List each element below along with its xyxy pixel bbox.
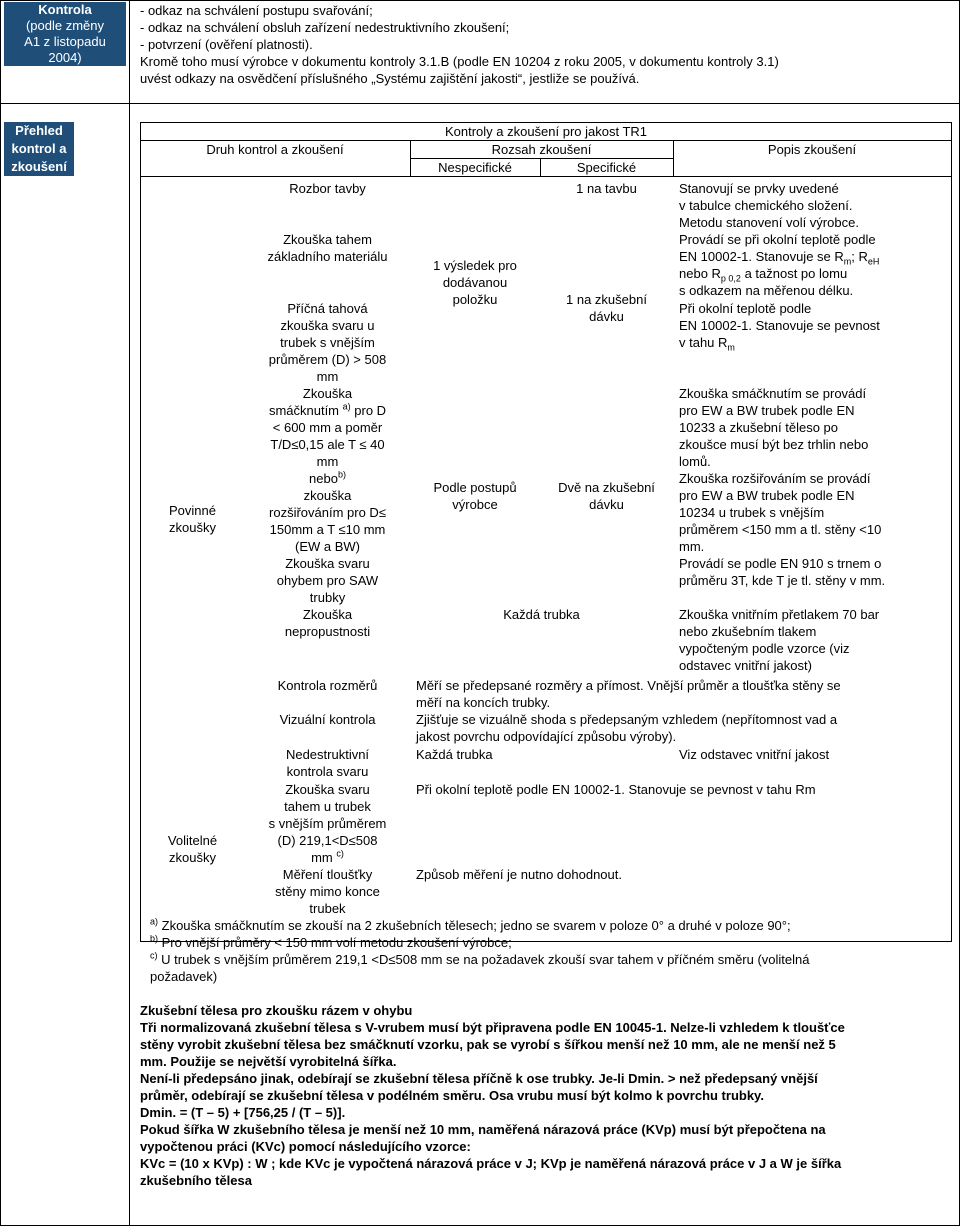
tloustka-popis: Způsob měření je nutno dohodnout.	[416, 867, 622, 882]
top-line-2: - odkaz na schválení obsluh zařízení nedestruktivního zkoušení;	[140, 20, 510, 35]
rozbor-popis-1: Stanovují se prvky uvedené	[679, 181, 839, 196]
footnote-b: $^{b)}$ Pro vnější průměry < 150 mm volí metodu zkoušení výrobce;	[150, 933, 512, 950]
postup-line-2: výrobce	[452, 497, 498, 512]
dve-davky-line-1: Dvě na zkušební	[558, 480, 655, 495]
rozbor-popis-3: Metodu stanovení volí výrobce.	[679, 215, 859, 230]
smack-line-1: Zkouška	[302, 386, 353, 401]
smack-popis-9: průměrem <150 mm a tl. stěny <10	[679, 522, 882, 537]
footnote-a: $^{a)}$ Zkouška smáčknutím se zkouší na 2 zkušebních tělesech; jedno se svarem v poloze 0° a druhé v poloze 90°;	[150, 916, 791, 933]
bottom-line-7: Dmin. = (T – 5) + [756,25 / (T – 5)].	[140, 1105, 346, 1120]
bottom-line-1: Zkušební tělesa pro zkoušku rázem v ohybu	[140, 1003, 413, 1018]
ohyb-line-3: trubky	[309, 590, 346, 605]
vol-tah-line-4: (D) 219,1<D≤508	[277, 833, 378, 848]
rozmery-popis-1: Měří se předepsané rozměry a přímost. Vnější průměr a tloušťka stěny se	[416, 678, 841, 693]
smack-line-2: smáčknutím $^{a)}$ pro D	[268, 401, 387, 418]
vol-tah-line-2: tahem u trubek	[284, 799, 371, 814]
smack-popis-10: mm.	[679, 539, 705, 554]
tahem-popis-1: Provádí se při okolní teplotě podle	[679, 232, 876, 247]
nepropust-line-1: Zkouška	[302, 607, 353, 622]
povinne-line-2: zkoušky	[169, 520, 216, 535]
overview-line-1: Přehled	[15, 123, 63, 138]
volitelne-line-1: Volitelné	[167, 833, 218, 848]
davka-line-1: 1 na zkušební	[566, 292, 647, 307]
dve-davky-line-2: dávku	[589, 497, 624, 512]
bottom-line-5: Není-li předepsáno jinak, odebírají se zkušební tělesa příčně k ose trubky. Je-li Dmin. > než předepsaný vnější	[140, 1071, 818, 1086]
bottom-line-11: zkušebního tělesa	[140, 1173, 252, 1188]
pricna-line-1: Příčná tahová	[287, 301, 368, 316]
smack-line-10: (EW a BW)	[295, 539, 360, 554]
top-line-1: - odkaz na schválení postupu svařování;	[140, 3, 373, 18]
rozmery-popis-2: měří na koncích trubky.	[416, 695, 551, 710]
tahem-line-2: základního materiálu	[267, 249, 388, 264]
overview-line-2: kontrol a	[11, 141, 67, 156]
volitelne-line-2: zkoušky	[169, 850, 216, 865]
smack-line-3: < 600 mm a poměr	[272, 420, 383, 435]
pricna-popis-3: v tahu $R_m$	[679, 335, 735, 353]
nepropust-popis-1: Zkouška vnitřním přetlakem 70 bar	[679, 607, 880, 622]
pricna-line-3: trubek s vnějším	[280, 335, 375, 350]
smack-popis-1: Zkouška smáčknutím se provádí	[679, 386, 867, 401]
tloustka-line-2: stěny mimo konce	[275, 884, 380, 899]
tloustka-line-1: Měření tloušťky	[282, 867, 373, 882]
pricna-line-5: mm	[316, 369, 339, 384]
top-line-4: Kromě toho musí výrobce v dokumentu kontroly 3.1.B (podle EN 10204 z roku 2005, v dokumentu kontroly 3.1)	[140, 54, 779, 69]
nepropust-popis-2: nebo zkušebním tlakem	[679, 624, 817, 639]
top-line-5: uvést odkazy na osvědčení příslušného „Systému zajištění jakosti“, jestliže se používá.	[140, 71, 640, 86]
rozbor-popis-2: v tabulce chemického složení.	[679, 198, 853, 213]
smack-popis-5: lomů.	[679, 454, 711, 469]
bottom-line-2: Tři normalizovaná zkušební tělesa s V-vrubem musí být připravena podle EN 10045-1. Nelze-li vzhledem k tloušťce	[140, 1020, 845, 1035]
tahem-popis-2: EN 10002-1. Stanovuje se $R_m$; $R_{eH}$	[679, 249, 880, 267]
overview-line-3: zkoušení	[11, 159, 67, 174]
header-druh: Druh kontrol a zkoušení	[206, 142, 344, 157]
vizual-popis-2: jakost povrchu odpovídající způsobu výroby).	[416, 729, 677, 744]
header-divider-3	[140, 176, 952, 177]
overview-label	[4, 122, 74, 176]
smack-popis-6: Zkouška rozšiřováním se provádí	[679, 471, 871, 486]
nepropust-rozsah: Každá trubka	[503, 607, 580, 622]
smack-line-8: rozšiřováním pro D≤	[269, 505, 386, 520]
ohyb-line-1: Zkouška svaru	[285, 556, 370, 571]
ohyb-popis-2: průměru 3T, kde T je tl. stěny v mm.	[679, 573, 886, 588]
vysledek-line-1: 1 výsledek pro	[433, 258, 517, 273]
pricna-line-2: zkouška svaru u	[280, 318, 375, 333]
row-divider	[0, 103, 960, 104]
nedestr-line-2: kontrola svaru	[286, 764, 369, 779]
header-specificke: Specifické	[576, 160, 637, 175]
vizual-label: Vizuální kontrola	[279, 712, 376, 727]
column-divider	[129, 0, 130, 1226]
smack-popis-3: 10233 a zkušební těleso po	[679, 420, 839, 435]
bottom-line-4: mm. Použije se největší vyrobitelná šířka.	[140, 1054, 397, 1069]
vol-tah-popis: Při okolní teplotě podle EN 10002-1. Stanovuje se pevnost v tahu Rm	[416, 782, 816, 797]
vizual-popis-1: Zjišťuje se vizuálně shoda s předepsaným vzhledem (nepřítomnost vad a	[416, 712, 838, 727]
change-title: Kontrola	[38, 2, 92, 17]
nepropust-popis-3: vypočteným podle vzorce (viz	[679, 641, 850, 656]
tloustka-line-3: trubek	[309, 901, 346, 916]
smack-line-4: T/D≤0,15 ale T ≤ 40	[270, 437, 385, 452]
change-sub-3: 2004)	[48, 50, 82, 65]
footnote-c: $^{c)}$ U trubek s vnějším průměrem 219,1 <D≤508 mm se na požadavek zkouší svar tahem v příčném směru (volitelná	[150, 950, 810, 967]
vol-tah-line-1: Zkouška svaru	[285, 782, 370, 797]
nedestr-rozsah: Každá trubka	[416, 747, 493, 762]
header-popis: Popis zkoušení	[767, 142, 857, 157]
table-right-border	[951, 122, 952, 942]
smack-line-9: 150mm a T ≤10 mm	[269, 522, 386, 537]
davka-line-2: dávku	[589, 309, 624, 324]
tahem-popis-3: nebo $R_{p 0,2}$ a tažnost po lomu	[679, 266, 848, 284]
change-sub-2: A1 z listopadu	[24, 34, 106, 49]
rozmery-label: Kontrola rozměrů	[277, 678, 378, 693]
vol-tah-line-5: mm $^{c)}$	[311, 848, 344, 865]
footnote-c-cont: požadavek)	[150, 969, 218, 984]
bottom-line-8: Pokud šířka W zkušebního tělesa je menší než 10 mm, naměřená nárazová práce (KVp) musí být přepočtena na	[140, 1122, 826, 1137]
bottom-line-9: vypočtenou práci (KVc) pomocí následujícího vzorce:	[140, 1139, 471, 1154]
table-title: Kontroly a zkoušení pro jakost TR1	[444, 124, 648, 139]
vysledek-line-2: dodávanou	[442, 275, 508, 290]
smack-line-6: nebo$^{b)}$	[309, 469, 346, 486]
povinne-line-1: Povinné	[169, 503, 216, 518]
nepropust-popis-4: odstavec vnitřní jakost)	[679, 658, 812, 673]
smack-popis-7: pro EW a BW trubek podle EN	[679, 488, 855, 503]
tahem-popis-4: s odkazem na měřenou délku.	[679, 283, 854, 298]
smack-popis-8: 10234 u trubek s vnějším	[679, 505, 825, 520]
pricna-popis-1: Při okolní teplotě podle	[679, 301, 812, 316]
change-label	[4, 2, 126, 66]
rozbor-rozsah: 1 na tavbu	[576, 181, 637, 196]
tahem-line-1: Zkouška tahem	[283, 232, 372, 247]
smack-line-7: zkouška	[303, 488, 352, 503]
rozbor-tavby: Rozbor tavby	[289, 181, 366, 196]
smack-line-5: mm	[316, 454, 339, 469]
top-line-3: - potvrzení (ověření platnosti).	[140, 37, 313, 52]
bottom-line-6: průměr, odebírají se zkušební tělesa v podélném směru. Osa vrubu musí být kolmo k povrchu trubky.	[140, 1088, 764, 1103]
pricna-popis-2: EN 10002-1. Stanovuje se pevnost	[679, 318, 880, 333]
nedestr-popis: Viz odstavec vnitřní jakost	[679, 747, 830, 762]
pricna-line-4: průměrem (D) > 508	[268, 352, 387, 367]
bottom-line-10: KVc = (10 x KVp) : W ; kde KVc je vypočtená nárazová práce v J; KVp je naměřená nárazová práce v J a W je šířka	[140, 1156, 842, 1171]
vysledek-line-3: položku	[452, 292, 498, 307]
smack-popis-2: pro EW a BW trubek podle EN	[679, 403, 855, 418]
bottom-line-3: stěny vyrobit zkušební tělesa bez smáčknutí vzorku, pak se vyrobí s šířkou menší než 10 mm, ale ne menší než 5	[140, 1037, 836, 1052]
nepropust-line-2: nepropustnosti	[284, 624, 371, 639]
change-sub-1: (podle změny	[25, 18, 105, 33]
nedestr-line-1: Nedestruktivní	[285, 747, 370, 762]
ohyb-line-2: ohybem pro SAW	[276, 573, 379, 588]
postup-line-1: Podle postupů	[433, 480, 517, 495]
vol-tah-line-3: s vnějším průměrem	[268, 816, 387, 831]
ohyb-popis-1: Provádí se podle EN 910 s trnem o	[679, 556, 882, 571]
header-rozsah: Rozsah zkoušení	[491, 142, 592, 157]
header-nespecificke: Nespecifické	[438, 160, 512, 175]
smack-popis-4: zkoušce musí být bez trhlin nebo	[679, 437, 869, 452]
